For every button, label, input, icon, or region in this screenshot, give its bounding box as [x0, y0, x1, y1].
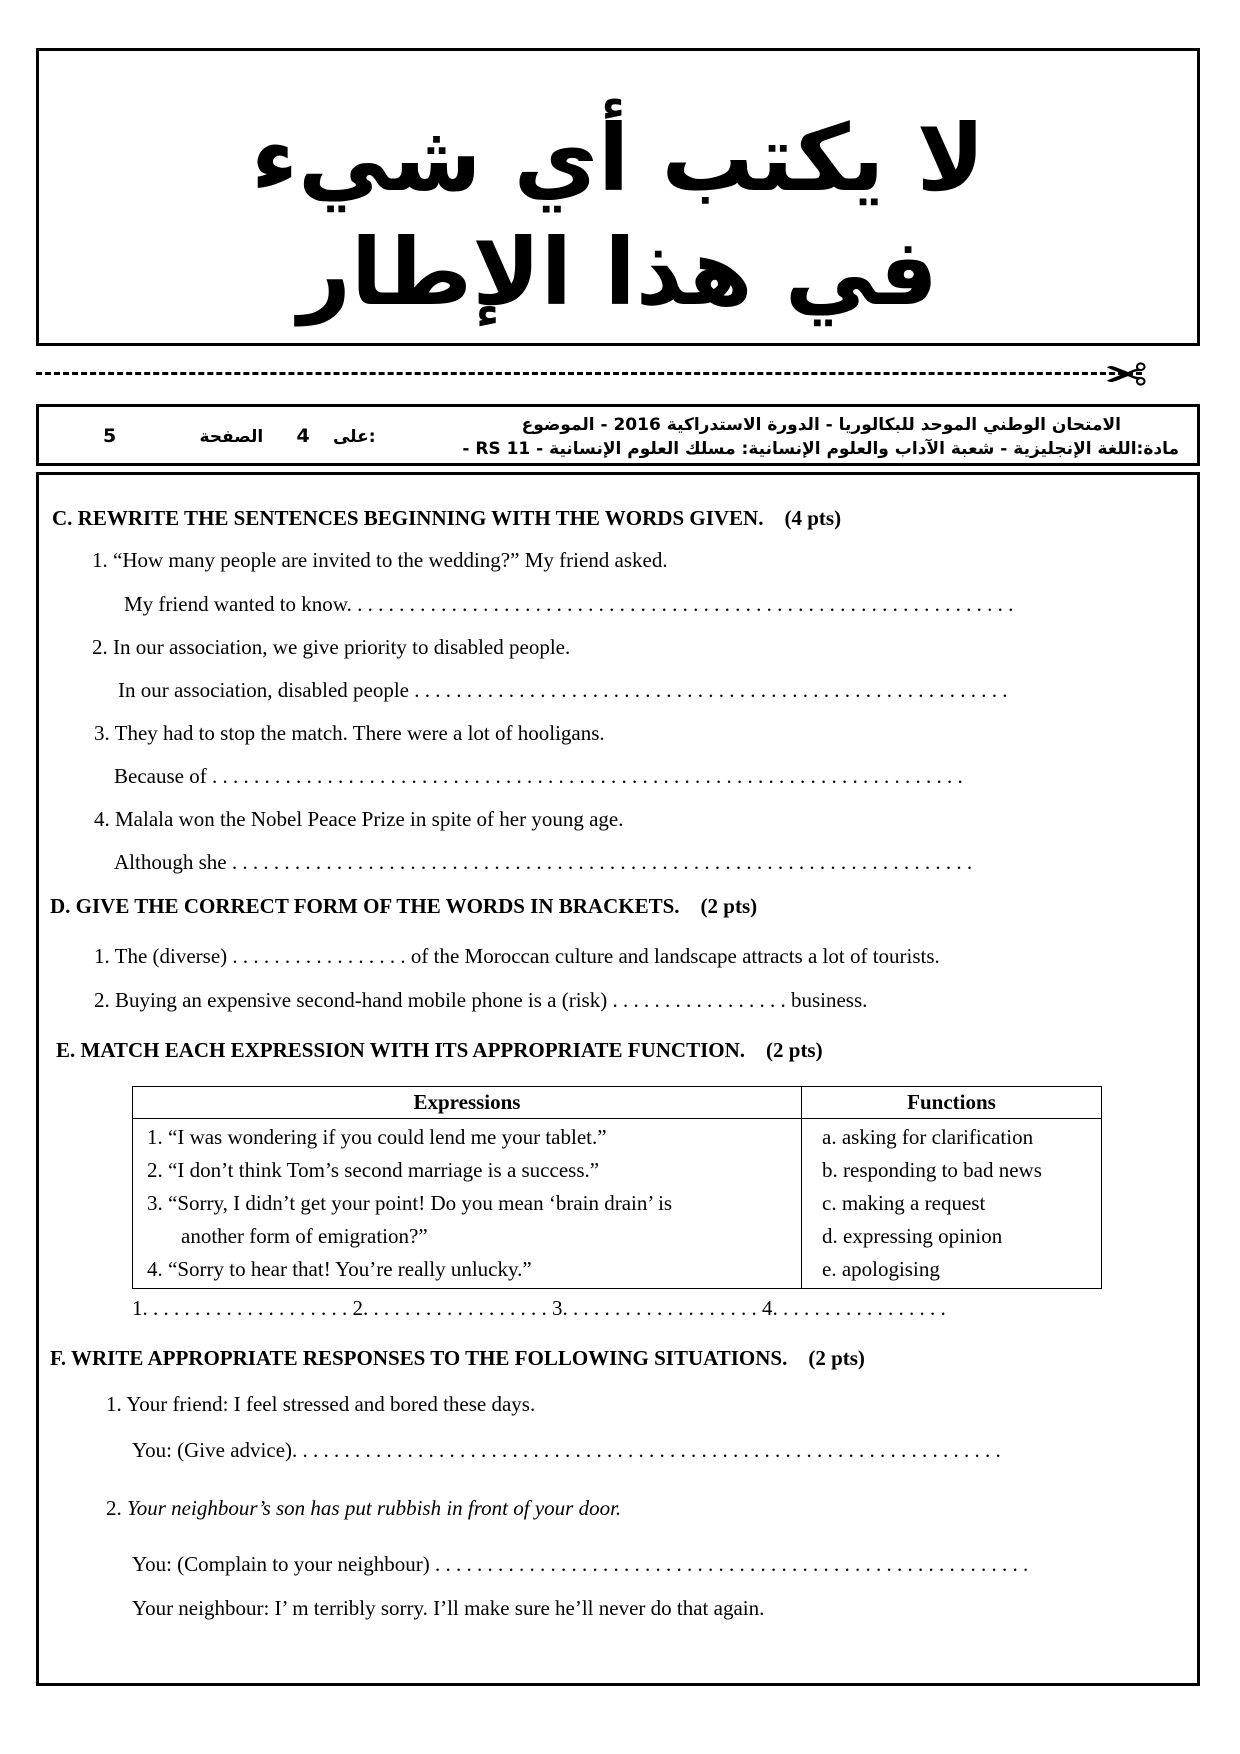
section-c-heading — [52, 506, 841, 531]
function-e: e. apologising — [822, 1257, 940, 1281]
c2-answer-line[interactable]: In our association, disabled people . . . . . . . . . . . . . . . . . . . . . . . . . . . . . . . . . . . . . . . . . . . . . . . . . . . . . . . . . — [118, 678, 1008, 702]
c3-answer-line[interactable]: Because of . . . . . . . . . . . . . . . . . . . . . . . . . . . . . . . . . . . . . . . . . . . . . . . . . . . . . . . . . . . . . . . . . . . . . . . . — [114, 764, 963, 788]
functions-cell — [802, 1119, 1102, 1289]
section-e-points: (2 pts) — [766, 1038, 823, 1062]
f2-situation — [106, 1496, 621, 1521]
section-c-title: C. REWRITE THE SENTENCES BEGINNING WITH THE WORDS GIVEN. — [52, 506, 764, 530]
expression-3-cont: another form of emigration?” — [181, 1224, 428, 1248]
exam-header — [36, 404, 1200, 466]
exam-title-line: الامتحان الوطني الموحد للبكالوريا - الدورة الاستدراكية 2016 - الموضوع — [521, 415, 1121, 435]
function-b: b. responding to bad news — [822, 1158, 1042, 1182]
matching-table-header — [133, 1087, 1102, 1119]
expression-4: 4. “Sorry to hear that! You’re really unlucky.” — [147, 1257, 532, 1281]
expressions-header: Expressions — [133, 1087, 802, 1119]
section-d-heading — [50, 894, 757, 919]
section-e-heading — [56, 1038, 823, 1063]
expression-1: 1. “I was wondering if you could lend me your tablet.” — [147, 1125, 607, 1149]
subject-line: مادة:اللغة الإنجليزية - شعبة الآداب والعلوم الإنسانية: مسلك العلوم الإنسانية - RS 11 - — [462, 439, 1179, 459]
page-number: 4 — [296, 425, 310, 447]
d1-item[interactable]: 1. The (diverse) . . . . . . . . . . . . . . . . . of the Moroccan culture and landscape attracts a lot of tourists. — [94, 944, 940, 968]
f2-text: Your neighbour’s son has put rubbish in front of your door. — [127, 1496, 622, 1520]
function-a: a. asking for clarification — [822, 1125, 1034, 1149]
c3-prompt: 3. They had to stop the match. There were a lot of hooligans. — [94, 721, 605, 745]
function-c: c. making a request — [822, 1191, 986, 1215]
page-indicator — [103, 425, 376, 447]
of-label: على — [332, 427, 369, 447]
section-e-title: E. MATCH EACH EXPRESSION WITH ITS APPROPRIATE FUNCTION. — [56, 1038, 746, 1062]
d2-item[interactable]: 2. Buying an expensive second-hand mobile phone is a (risk) . . . . . . . . . . . . . . . . . business. — [94, 988, 868, 1012]
section-d-points: (2 pts) — [700, 894, 758, 918]
f1-response-line[interactable]: You: (Give advice). . . . . . . . . . . . . . . . . . . . . . . . . . . . . . . . . . . . . . . . . . . . . . . . . . . . . . . . . . . . . . . . . . . . — [132, 1438, 1001, 1462]
section-d-title: D. GIVE THE CORRECT FORM OF THE WORDS IN BRACKETS. — [50, 894, 680, 918]
section-c-points: (4 pts) — [784, 506, 842, 530]
section-f-heading — [50, 1346, 865, 1371]
c1-prompt: 1. “How many people are invited to the wedding?” My friend asked. — [92, 548, 668, 572]
cut-line — [36, 372, 1142, 375]
f1-situation: 1. Your friend: I feel stressed and bored these days. — [106, 1392, 536, 1416]
c4-answer-line[interactable]: Although she . . . . . . . . . . . . . . . . . . . . . . . . . . . . . . . . . . . . . . . . . . . . . . . . . . . . . . . . . . . . . . . . . . . . . . . — [114, 850, 973, 874]
notice-line-2: في هذا الإطار — [297, 219, 939, 326]
page-label: الصفحة: — [199, 427, 376, 447]
expression-2: 2. “I don’t think Tom’s second marriage is a success.” — [147, 1158, 600, 1182]
f2-number: 2. — [106, 1496, 122, 1520]
matching-answer-line[interactable]: 1. . . . . . . . . . . . . . . . . . . . 2. . . . . . . . . . . . . . . . . . 3. . . . . . . . . . . . . . . . . . . 4. . . . . . . . . . . . . . . . . — [132, 1296, 946, 1320]
f2-response-line[interactable]: You: (Complain to your neighbour) . . . . . . . . . . . . . . . . . . . . . . . . . . . . . . . . . . . . . . . . . . . . . . . . . . . . . . . . . — [132, 1552, 1029, 1576]
expressions-cell — [133, 1119, 802, 1289]
total-pages: 5 — [103, 425, 117, 447]
c2-prompt: 2. In our association, we give priority to disabled people. — [92, 635, 571, 659]
functions-header: Functions — [802, 1087, 1102, 1119]
function-d: d. expressing opinion — [822, 1224, 1003, 1248]
expression-3: 3. “Sorry, I didn’t get your point! Do you mean ‘brain drain’ is — [147, 1191, 673, 1215]
scissors-icon: ✂ — [1104, 346, 1148, 406]
c1-answer-line[interactable]: My friend wanted to know. . . . . . . . . . . . . . . . . . . . . . . . . . . . . . . . . . . . . . . . . . . . . . . . . . . . . . . . . . . . . . . . — [124, 592, 1014, 616]
section-f-title: F. WRITE APPROPRIATE RESPONSES TO THE FOLLOWING SITUATIONS. — [50, 1346, 788, 1370]
notice-line-1: لا يكتب أي شيء — [250, 105, 986, 212]
f2-neighbour-reply: Your neighbour: I’ m terribly sorry. I’ll make sure he’ll never do that again. — [132, 1596, 765, 1620]
c4-prompt: 4. Malala won the Nobel Peace Prize in spite of her young age. — [94, 807, 624, 831]
section-f-points: (2 pts) — [808, 1346, 865, 1370]
matching-table — [132, 1086, 1102, 1289]
no-write-box — [36, 48, 1200, 346]
